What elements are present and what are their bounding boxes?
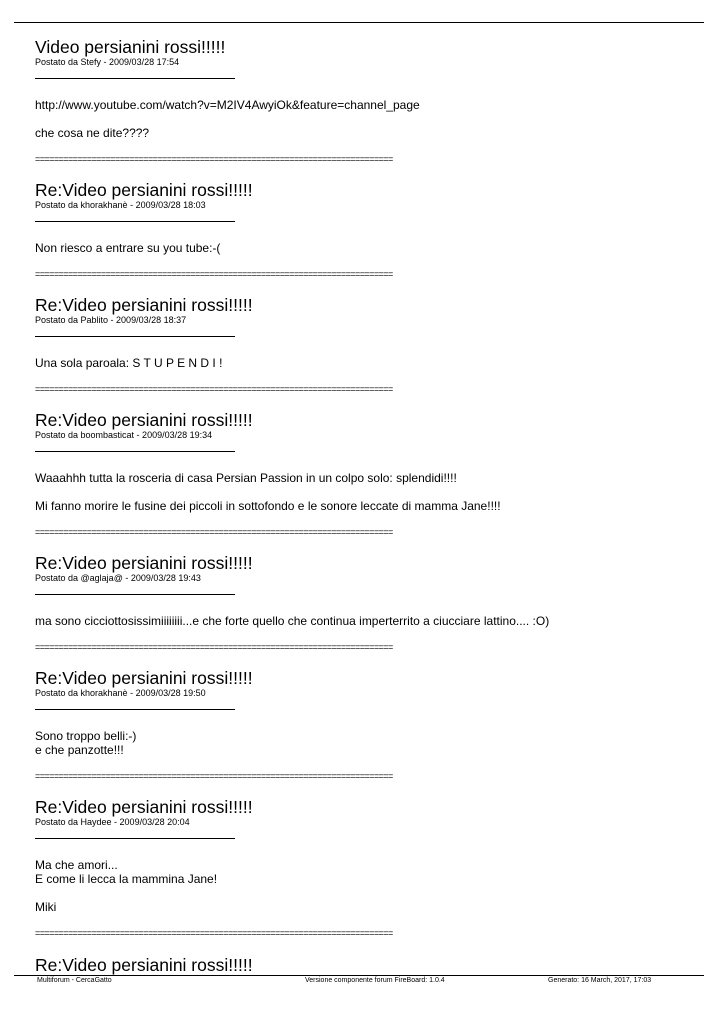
post xyxy=(35,38,685,164)
post-link[interactable]: http://www.youtube.com/watch?v=M2IV4AwyiOk&feature=channel_page xyxy=(35,98,420,112)
post-text: ma sono cicciottosissimiiiiiiii...e che forte quello che continua imperterrito a ciucciare lattino.... :O) xyxy=(35,614,550,628)
post-text: che cosa ne dite???? xyxy=(35,126,150,140)
post-meta: Postato da Haydee - 2009/03/28 20:04 xyxy=(35,817,190,827)
footer-generated-date: Generato: 16 March, 2017, 17:03 xyxy=(548,977,652,984)
post-body xyxy=(35,241,685,255)
meta-rule xyxy=(35,838,235,839)
post-body xyxy=(35,614,685,628)
footer-site-name: Multiforum - CercaGatto xyxy=(37,977,112,984)
post-separator: ============================================================================ xyxy=(35,154,393,164)
post-body xyxy=(35,98,685,140)
post-meta: Postato da Pablito - 2009/03/28 18:37 xyxy=(35,315,187,325)
post-meta: Postato da khorakhanè - 2009/03/28 19:50 xyxy=(35,688,206,698)
post-body xyxy=(35,729,685,757)
post xyxy=(35,296,685,394)
post-text: Ma che amori... xyxy=(35,858,118,872)
post-separator: ============================================================================ xyxy=(35,771,393,781)
meta-rule xyxy=(35,336,235,337)
post-title: Re:Video persianini rossi!!!!! xyxy=(35,295,253,315)
post-text: Non riesco a entrare su you tube:-( xyxy=(35,241,221,255)
post-title: Re:Video persianini rossi!!!!! xyxy=(35,410,253,430)
post-meta: Postato da khorakhanè - 2009/03/28 18:03 xyxy=(35,200,206,210)
meta-rule xyxy=(35,221,235,222)
post xyxy=(35,798,685,938)
post-body xyxy=(35,356,685,370)
post-title: Video persianini rossi!!!!! xyxy=(35,37,226,57)
post-body xyxy=(35,858,685,914)
post-separator: ============================================================================ xyxy=(35,384,393,394)
post-text: Sono troppo belli:-) xyxy=(35,729,137,743)
post-text: Waaahhh tutta la rosceria di casa Persian Passion in un colpo solo: splendidi!!!! xyxy=(35,471,457,485)
post-title: Re:Video persianini rossi!!!!! xyxy=(35,668,253,688)
top-rule xyxy=(14,22,704,23)
meta-rule xyxy=(35,594,235,595)
post-text: E come li lecca la mammina Jane! xyxy=(35,872,218,886)
post-title: Re:Video persianini rossi!!!!! xyxy=(35,797,253,817)
post-text: Mi fanno morire le fusine dei piccoli in sottofondo e le sonore leccate di mamma Jane!!!! xyxy=(35,499,501,513)
post-text: Miki xyxy=(35,900,57,914)
post-meta: Postato da @aglaja@ - 2009/03/28 19:43 xyxy=(35,573,201,583)
meta-rule xyxy=(35,78,235,79)
post xyxy=(35,554,685,652)
post-text: Una sola paroala: S T U P E N D I ! xyxy=(35,356,223,370)
post xyxy=(35,411,685,537)
post-title: Re:Video persianini rossi!!!!! xyxy=(35,955,253,975)
post xyxy=(35,669,685,781)
footer-version: Versione componente forum FireBoard: 1.0.4 xyxy=(305,977,445,984)
post-meta: Postato da boombasticat - 2009/03/28 19:34 xyxy=(35,430,213,440)
post xyxy=(35,181,685,279)
post-separator: ============================================================================ xyxy=(35,269,393,279)
post-meta: Postato da Stefy - 2009/03/28 17:54 xyxy=(35,57,180,67)
meta-rule xyxy=(35,709,235,710)
post xyxy=(35,956,685,975)
post-title: Re:Video persianini rossi!!!!! xyxy=(35,553,253,573)
post-text: e che panzotte!!! xyxy=(35,743,124,757)
post-body xyxy=(35,471,685,513)
post-separator: ============================================================================ xyxy=(35,928,393,938)
post-separator: ============================================================================ xyxy=(35,527,393,537)
meta-rule xyxy=(35,451,235,452)
post-title: Re:Video persianini rossi!!!!! xyxy=(35,180,253,200)
post-separator: ============================================================================ xyxy=(35,642,393,652)
